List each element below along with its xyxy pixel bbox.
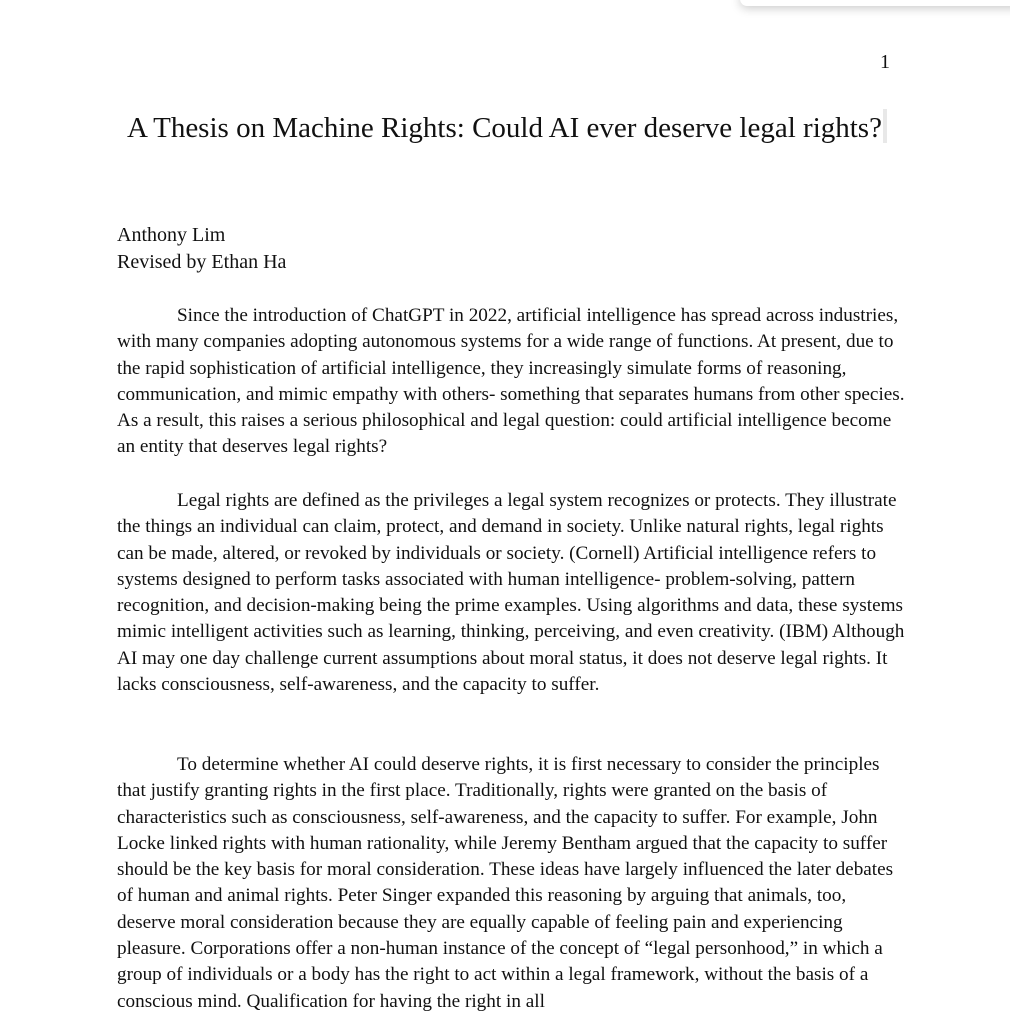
text-cursor [883, 109, 887, 143]
byline [117, 222, 286, 276]
reviser-credit: Revised by Ethan Ha [117, 251, 287, 273]
document-title[interactable] [117, 108, 897, 148]
page-number: 1 [880, 51, 890, 73]
body-paragraph-2: Legal rights are defined as the privileges a legal system recognizes or protects. They illustrate the things an individual can claim, protect, and demand in society. Unlike natural rights, legal rights can be made, altered, or revoked by individuals or society. (Cornell) Artificial intelligence refers to systems designed to perform tasks associated with human intelligence- problem-solving, pattern recognition, and decision-making being the prime examples. Using algorithms and data, these systems mimic intelligent activities such as learning, thinking, perceiving, and even creativity. (IBM) Although AI may one day challenge current assumptions about moral status, it does not deserve legal rights. It lacks consciousness, self-awareness, and the capacity to suffer. [117, 490, 905, 696]
body-paragraph-3: To determine whether AI could deserve rights, it is first necessary to consider the principles that justify granting rights in the first place. Traditionally, rights were granted on the basis of characteristics such as consciousness, self-awareness, and the capacity to suffer. For example, John Locke linked rights with human rationality, while Jeremy Bentham argued that the capacity to suffer should be the key basis for moral consideration. These ideas have largely influenced the later debates of human and animal rights. Peter Singer expanded this reasoning by arguing that animals, too, deserve moral consideration because they are equally capable of feeling pain and experiencing pleasure. Corporations offer a non-human instance of the concept of “legal personhood,” in which a group of individuals or a body has the right to act within a legal framework, without the basis of a conscious mind. Qualification for having the right in all [117, 754, 894, 1012]
document-title-text: A Thesis on Machine Rights: Could AI ever deserve legal rights? [127, 112, 882, 144]
author-name: Anthony Lim [117, 224, 226, 246]
body-paragraph-1: Since the introduction of ChatGPT in 2022, artificial intelligence has spread across industries, with many companies adopting autonomous systems for a wide range of functions. At present, due to the rapid sophistication of artificial intelligence, they increasingly simulate forms of reasoning, communication, and mimic empathy with others- something that separates humans from other species. As a result, this raises a serious philosophical and legal question: could artificial intelligence become an entity that deserves legal rights? [117, 305, 905, 458]
